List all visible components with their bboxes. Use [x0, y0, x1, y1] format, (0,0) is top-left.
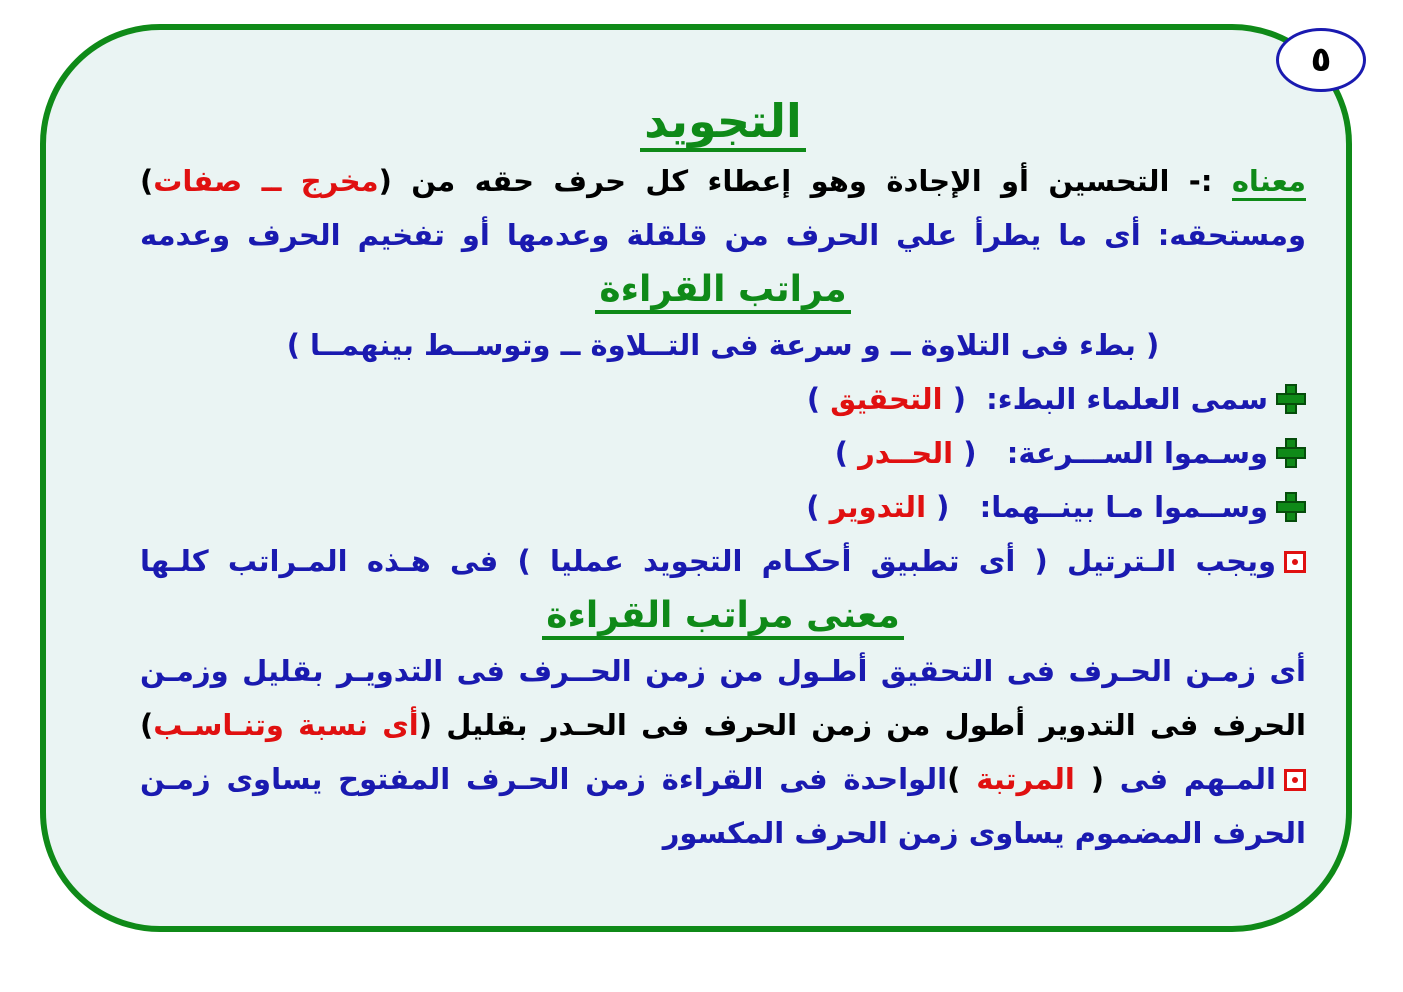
important-line2: الحرف المضموم يساوى زمن الحرف المكسور [662, 816, 1306, 850]
name-value: الحــدر [858, 436, 954, 470]
square-bullet-icon [1284, 551, 1306, 573]
name-row-fast: وسـموا الســـرعة: ( الحــدر ) [140, 426, 1306, 480]
name-value: التدوير [829, 490, 927, 524]
meaning-para-highlight: أى نسبة وتنـاسـب [153, 708, 419, 742]
meaning-term: معناه [1232, 164, 1306, 201]
meaning-highlight: مخرج ــ صفات [153, 164, 379, 198]
important-highlight: المرتبة [976, 762, 1075, 796]
meaning-para-line2 [140, 698, 1306, 752]
name-label: سمى العلماء البطء: [986, 382, 1268, 416]
ranks-line: ( بطء فى التلاوة ــ و سرعة فى التــلاوة ــ وتوســط بينهمــا ) [286, 328, 1160, 362]
name-row-slow: سمى العلماء البطء: ( التحقيق ) [140, 372, 1306, 426]
meaning-text: :- التحسين أو الإجادة وهو إعطاء كل حرف حقه من ( [378, 164, 1213, 198]
title-text: التجويد [640, 94, 806, 152]
mustahaq-text: أى ما يطرأ علي الحرف من قلقلة وعدمها أو تفخيم الحرف وعدمه [140, 218, 1141, 252]
flower-bullet-icon [1276, 384, 1306, 414]
name-value: التحقيق [830, 382, 943, 416]
meaning-para-line1: أى زمـن الحـرف فى التحقيق أطـول من زمن الحــرف فى التدويـر بقليل وزمـن [140, 654, 1306, 688]
name-row-middle: وســموا مـا بينــهما: ( التدوير ) [140, 480, 1306, 534]
page-number-badge: ٥ [1276, 28, 1366, 92]
mustahaq-line [140, 208, 1306, 262]
page-title [140, 88, 1306, 154]
tarteel-text: ويجب الـترتيل ( أى تطبيق أحكـام التجويد عمليا ) فى هـذه المـراتب كلـها [140, 544, 1276, 578]
section-heading-ranks [140, 262, 1306, 318]
name-label: وسـموا الســـرعة: [1006, 436, 1268, 470]
flower-bullet-icon [1276, 438, 1306, 468]
name-label: وســموا مـا بينــهما: [979, 490, 1268, 524]
flower-bullet-icon [1276, 492, 1306, 522]
square-bullet-icon [1284, 769, 1306, 791]
meaning-close: ) [140, 164, 154, 198]
important-lead: المـهم فى [1119, 762, 1276, 796]
section-heading-meaning [140, 588, 1306, 644]
meaning-line [140, 154, 1306, 208]
section-heading-ranks-text: مراتب القراءة [595, 269, 850, 314]
meaning-para-text: الحرف فى التدوير أطول من زمن الحرف فى الحـدر بقليل ( [418, 708, 1306, 742]
tarteel-line [140, 534, 1306, 588]
important-close: ) [947, 762, 961, 796]
meaning-para-close: ) [140, 708, 154, 742]
important-line [140, 752, 1306, 806]
important-text: الواحدة فى القراءة زمن الحـرف المفتوح يساوى زمـن [140, 762, 948, 796]
mustahaq-term: ومستحقه: [1157, 218, 1306, 252]
content [140, 88, 1306, 860]
important-open: ( [1090, 762, 1104, 796]
section-heading-meaning-text: معنى مراتب القراءة [542, 595, 904, 640]
